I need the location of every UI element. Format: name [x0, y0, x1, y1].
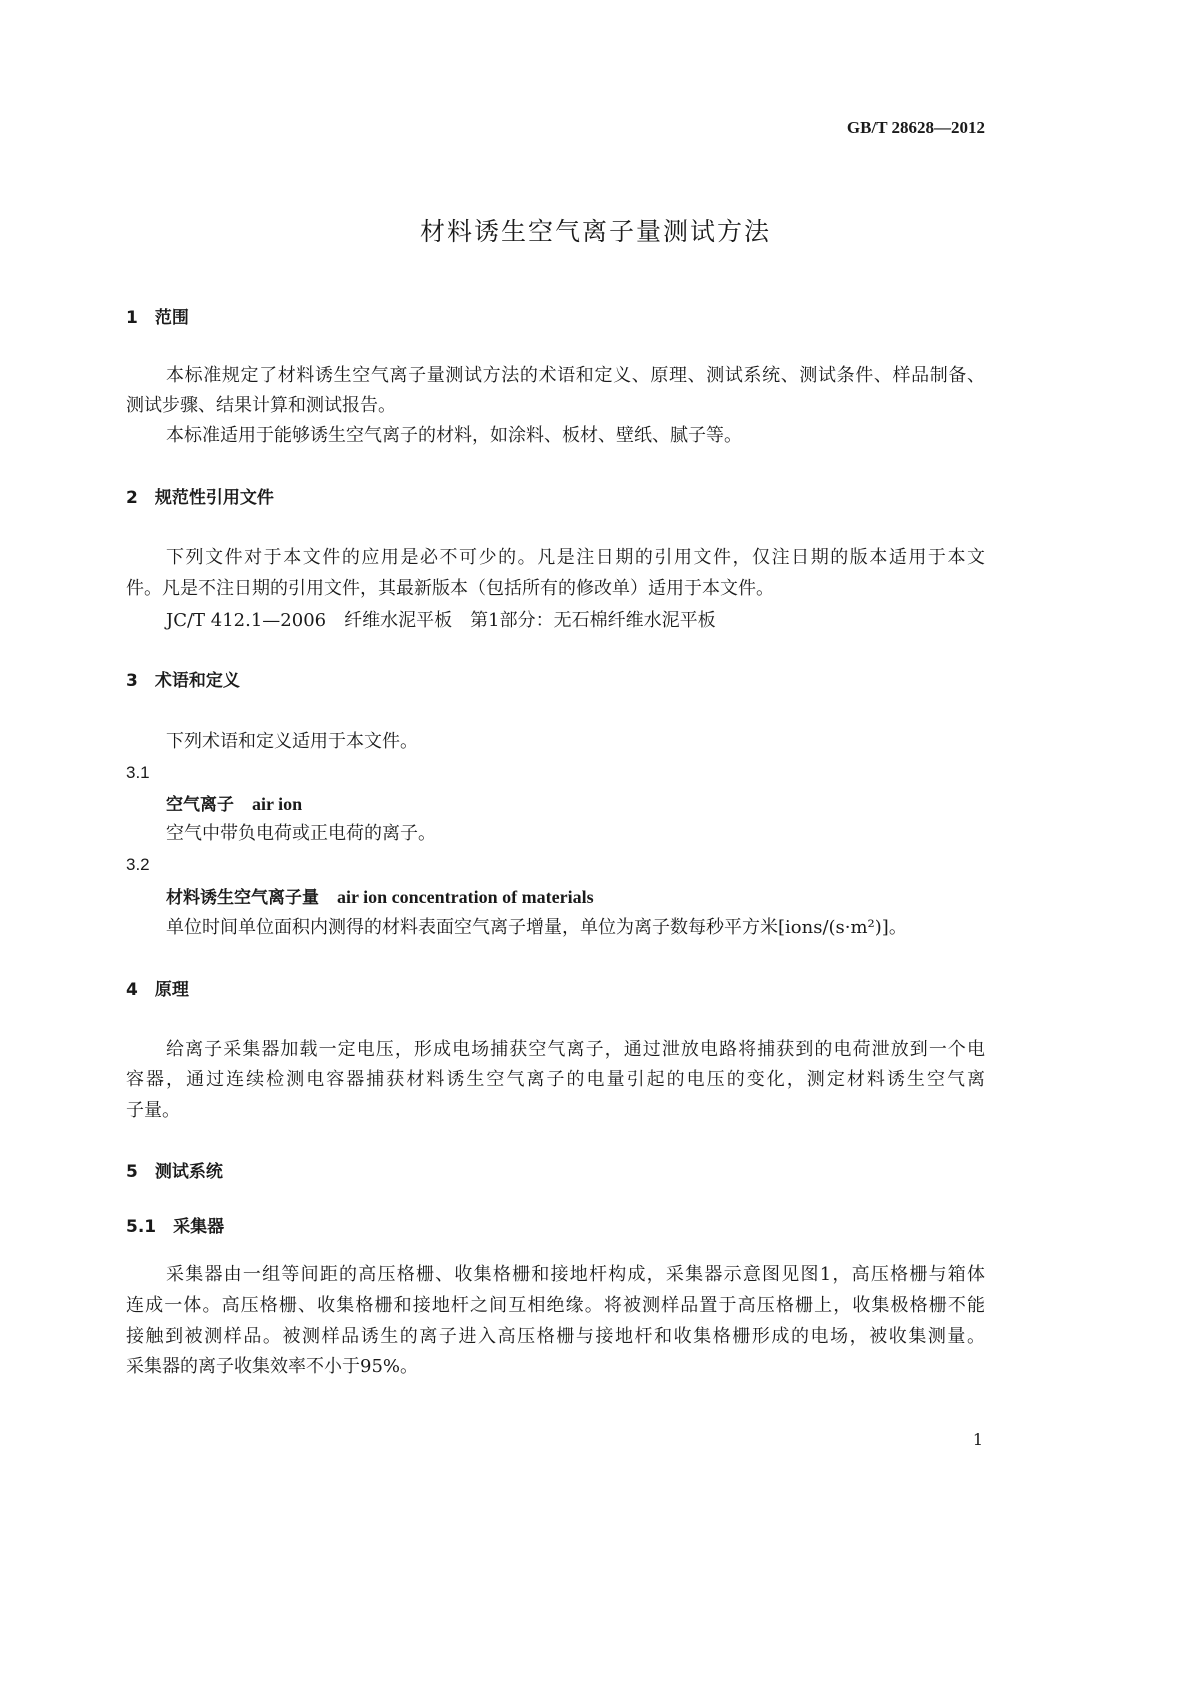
section-number: 1	[126, 308, 138, 328]
section-title: 测试系统	[154, 1162, 223, 1182]
paragraph-line: 件。凡是不注日期的引用文件，其最新版本（包括所有的修改单）适用于本文件。	[126, 578, 774, 599]
paragraph: 下列术语和定义适用于本文件。	[166, 731, 418, 752]
section-5-heading	[126, 1161, 223, 1183]
document-title: 材料诱生空气离子量测试方法	[419, 217, 771, 246]
paragraph-line: 本标准规定了材料诱生空气离子量测试方法的术语和定义、原理、测试系统、测试条件、样品制备、	[166, 365, 985, 386]
section-title: 采集器	[173, 1217, 225, 1237]
section-number: 3	[126, 671, 138, 691]
term-number: 3.2	[126, 855, 150, 874]
paragraph-line: 子量。	[126, 1100, 180, 1121]
section-3-heading	[126, 670, 240, 692]
paragraph-line: 采集器由一组等间距的高压格栅、收集格栅和接地杆构成，采集器示意图见图1，高压格栅与箱体	[166, 1264, 985, 1285]
paragraph-line: 容器，通过连续检测电容器捕获材料诱生空气离子的电量引起的电压的变化，测定材料诱生空气离	[126, 1069, 985, 1090]
term-definition: 空气中带负电荷或正电荷的离子。	[166, 823, 436, 844]
section-number: 2	[126, 488, 138, 508]
paragraph-line: 连成一体。高压格栅、收集格栅和接地杆之间互相绝缘。将被测样品置于高压格栅上，收集极格栅不能	[126, 1295, 985, 1316]
paragraph-line: 给离子采集器加载一定电压，形成电场捕获空气离子，通过泄放电路将捕获到的电荷泄放到一个电	[166, 1039, 985, 1060]
term-en: air ion	[252, 794, 303, 814]
section-number: 5	[126, 1162, 138, 1182]
section-title: 范围	[154, 308, 189, 328]
section-1-heading	[126, 307, 189, 329]
term-number: 3.1	[126, 763, 150, 782]
term-zh: 材料诱生空气离子量	[166, 888, 319, 908]
normative-reference: JC/T 412.1—2006 纤维水泥平板 第1部分：无石棉纤维水泥平板	[166, 610, 716, 631]
paragraph-line: 测试步骤、结果计算和测试报告。	[126, 395, 396, 416]
paragraph-line: 采集器的离子收集效率不小于95%。	[126, 1356, 419, 1377]
section-title: 术语和定义	[154, 671, 240, 691]
section-4-heading	[126, 979, 189, 1001]
term-zh: 空气离子	[166, 795, 234, 815]
section-number: 5.1	[126, 1217, 157, 1237]
term-heading	[166, 886, 594, 909]
section-title: 原理	[154, 980, 189, 1000]
term-en: air ion concentration of materials	[337, 887, 594, 907]
paragraph: 本标准适用于能够诱生空气离子的材料，如涂料、板材、壁纸、腻子等。	[166, 425, 742, 446]
section-number: 4	[126, 980, 138, 1000]
paragraph-line: 接触到被测样品。被测样品诱生的离子进入高压格栅与接地杆和收集格栅形成的电场，被收集测量。	[126, 1326, 985, 1347]
paragraph-line: 下列文件对于本文件的应用是必不可少的。凡是注日期的引用文件，仅注日期的版本适用于本文	[166, 547, 985, 568]
term-definition: 单位时间单位面积内测得的材料表面空气离子增量，单位为离子数每秒平方米[ions/(s·m²)]。	[166, 917, 907, 938]
subsection-5-1-heading	[126, 1216, 224, 1238]
term-heading	[166, 793, 302, 816]
section-title: 规范性引用文件	[154, 488, 274, 508]
page-number: 1	[972, 1430, 983, 1449]
standard-number: GB/T 28628—2012	[846, 118, 985, 137]
section-2-heading	[126, 487, 274, 509]
